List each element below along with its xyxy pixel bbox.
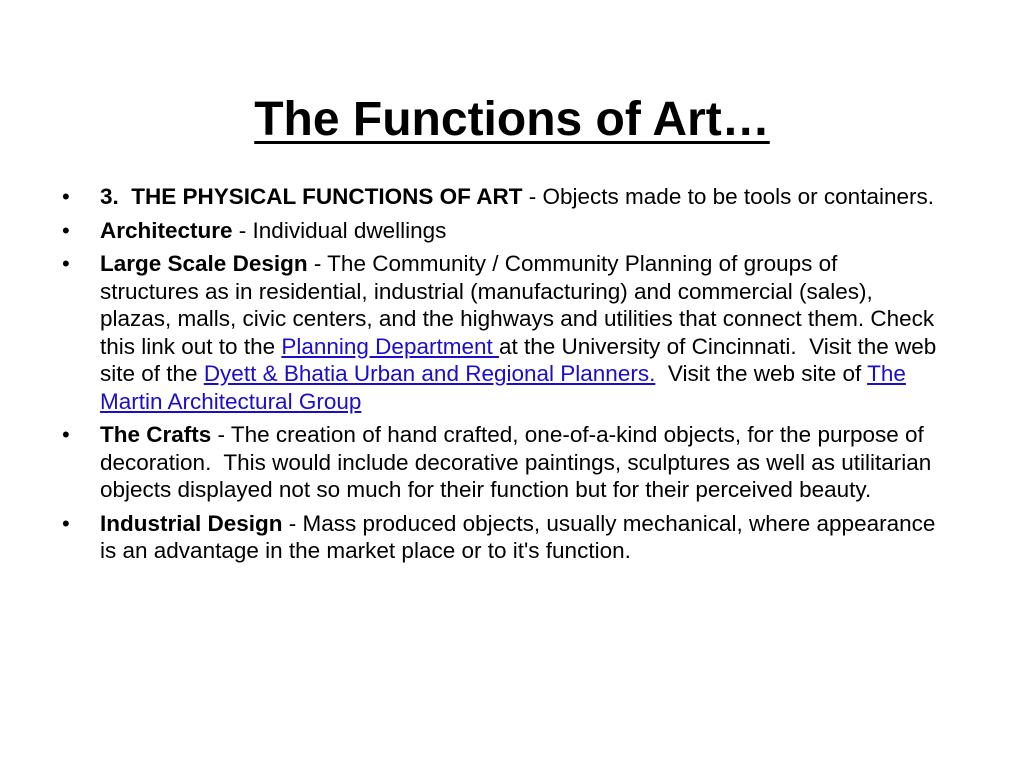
description-architecture: - Individual dwellings <box>232 217 447 243</box>
bullet-list <box>60 183 940 571</box>
list-item-physical-functions <box>60 183 940 211</box>
term-architecture: Architecture <box>100 217 233 243</box>
bullet-icon: • <box>62 217 70 243</box>
description-industrial-design: - Mass produced objects, usually mechanical, where appearance is an advantage in the market place or to it's function. <box>100 510 936 563</box>
list-item-industrial-design <box>60 510 940 565</box>
list-item-large-scale-design <box>60 250 940 415</box>
list-item-architecture <box>60 217 940 245</box>
list-item-crafts <box>60 421 940 504</box>
term-crafts: The Crafts <box>100 422 212 447</box>
planning-department-link[interactable]: Planning Department <box>281 333 499 359</box>
description-large-scale-design: - The Community / Community Planning of groups of structures as in residential, industrial (manufacturing) and commercial (sales), plazas, malls, civic centers, and the highways and utilities that connect them. Check this link out to the <box>100 251 935 359</box>
description-large-scale-design-cont2: Visit the web site of <box>655 361 868 386</box>
slide-title-text: The Functions of Art… <box>254 93 770 147</box>
bullet-icon: • <box>62 510 70 536</box>
term-physical-functions: 3. THE PHYSICAL FUNCTIONS OF ART <box>100 184 523 209</box>
description-physical-functions: - Objects made to be tools or containers. <box>522 184 934 209</box>
dyett-bhatia-link[interactable]: Dyett & Bhatia Urban and Regional Planners. <box>203 361 656 386</box>
bullet-icon: • <box>62 251 70 276</box>
slide-title <box>0 94 1024 147</box>
martin-architectural-group-link[interactable]: The Martin Architectural Group <box>100 361 906 414</box>
description-large-scale-design-cont: at the University of Cincinnati. Visit the web site of the <box>100 333 937 386</box>
term-large-scale-design: Large Scale Design <box>100 251 308 276</box>
description-crafts: - The creation of hand crafted, one-of-a-kind objects, for the purpose of decoration. This would include decorative paintings, sculptures as well as utilitarian objects displayed not so much for their function but for their perceived beauty. <box>100 422 932 502</box>
term-industrial-design: Industrial Design <box>100 510 283 536</box>
bullet-icon: • <box>62 422 70 447</box>
bullet-icon: • <box>62 184 70 209</box>
